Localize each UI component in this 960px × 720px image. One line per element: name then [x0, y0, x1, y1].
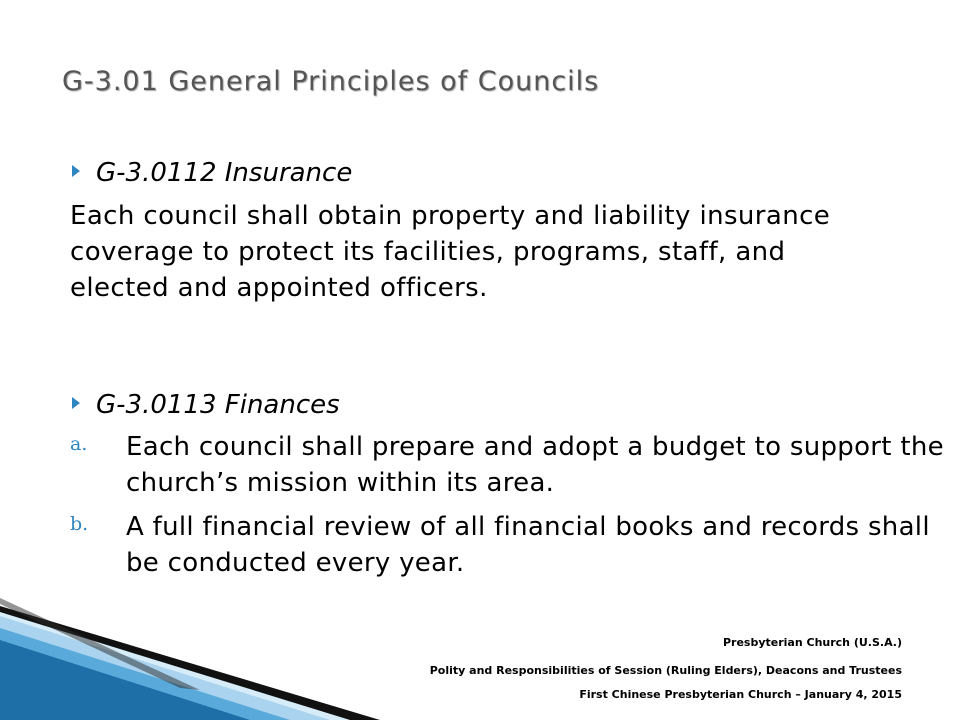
- list-marker: a.: [70, 433, 88, 455]
- section-heading-insurance: [72, 158, 352, 188]
- list-marker: b.: [70, 513, 89, 535]
- list-item-text: Each council shall prepare and adopt a budget to support the church’s mission within its area.: [126, 432, 944, 498]
- footer-line-2: Polity and Responsibilities of Session (Ruling Elders), Deacons and Trustees: [429, 664, 902, 677]
- bullet-arrow-icon: [72, 165, 80, 177]
- bullet-arrow-icon: [72, 397, 80, 409]
- section-heading-finances: [72, 390, 340, 420]
- section-heading-text: G-3.0113 Finances: [96, 390, 340, 420]
- slide-title: G-3.01 General Principles of Councils: [62, 66, 600, 97]
- footer-line-3: First Chinese Presbyterian Church – January 4, 2015: [579, 688, 902, 701]
- insurance-paragraph: Each council shall obtain property and liability insurance coverage to protect its facilities, programs, staff, and elected and appointed officers.: [70, 201, 831, 303]
- list-item-text: A full financial review of all financial books and records shall be conducted every year.: [126, 512, 930, 578]
- section-heading-text: G-3.0112 Insurance: [96, 158, 353, 188]
- footer-line-1: Presbyterian Church (U.S.A.): [722, 636, 902, 649]
